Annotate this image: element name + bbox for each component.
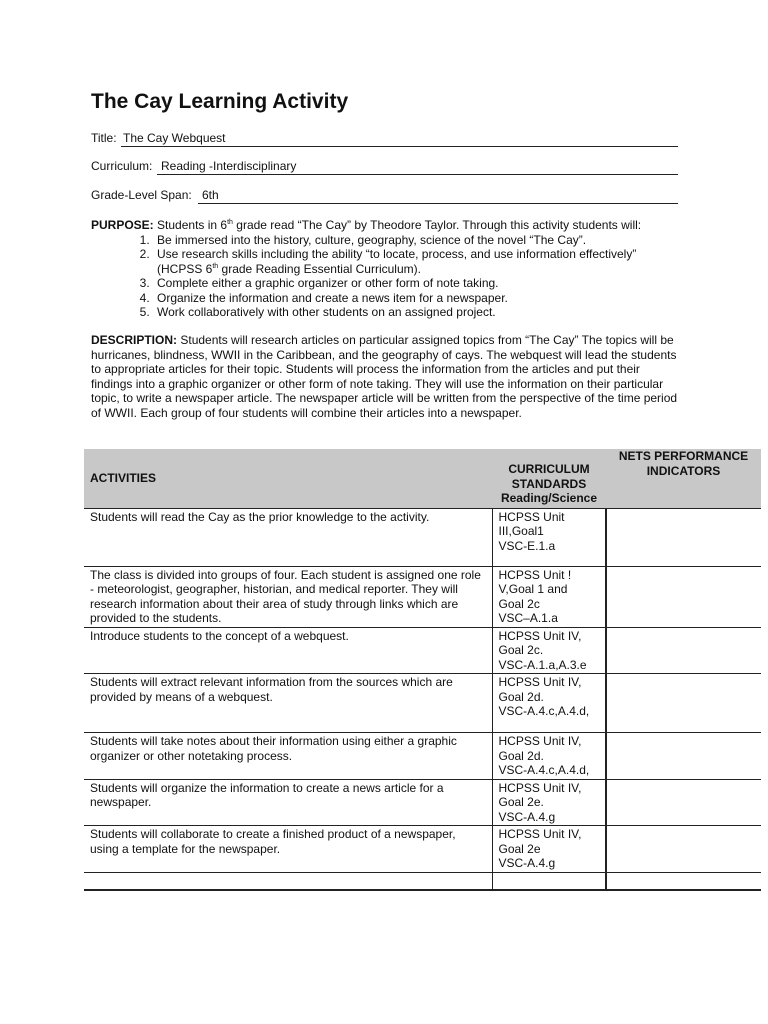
standards-line: HCPSS Unit IV,: [498, 734, 582, 748]
standards-line: VSC-A.4.c,A.4.d,: [498, 704, 590, 718]
standards-line: Goal 2c: [498, 596, 540, 611]
activity-cell: Students will organize the information to create a news article for a newspaper.: [84, 779, 492, 826]
standards-line: V,Goal 1 and: [498, 582, 568, 596]
document-title: The Cay Learning Activity: [91, 90, 349, 113]
description-text: Students will research articles on particular assigned topics from “The Cay” The topics will be hurricanes, blindness, WWII in the Caribbean, and the geography of cays. The webquest will lead the students to appropriate articles for their topic. Students will process the information from the articles and put their findings into a graphic organizer or other form of note taking. They will use the information on their particular topic, to write a newspaper article. The newspaper article will be written from the perspective of the time period of WWII. Each group of four students will combine their articles into a newspaper.: [91, 333, 678, 420]
purpose-item-text: Be immersed into the history, culture, geography, science of the novel “The Cay”.: [157, 232, 587, 247]
standards-line: Goal 2d.: [498, 748, 544, 763]
nets-cell: [606, 627, 761, 674]
standards-cell: [492, 733, 606, 780]
table-row: [84, 779, 761, 826]
purpose-intro-after: grade read “The Cay” by Theodore Taylor. Through this activity students will:: [232, 218, 642, 232]
description-section: [91, 333, 681, 420]
nets-cell: [606, 733, 761, 780]
activity-cell: Students will extract relevant information from the sources which are provided by means of a webquest.: [84, 674, 492, 733]
activities-table: [84, 449, 761, 891]
purpose-item: [153, 305, 681, 320]
standards-line: VSC-A.4.g: [498, 856, 556, 870]
nets-cell: [606, 826, 761, 873]
purpose-item2-cont-before: (HCPSS 6: [157, 261, 213, 276]
header-activities: ACTIVITIES: [84, 449, 492, 508]
purpose-item-text: Work collaboratively with other students on an assigned project.: [157, 305, 496, 319]
standards-line: Goal 2e: [498, 841, 541, 856]
curriculum-field: [91, 159, 678, 175]
standards-line: VSC-E.1.a: [498, 538, 556, 553]
purpose-item-text: Use research skills including the ability “to locate, process, and use information effectively”: [157, 247, 637, 261]
header-nets: NETS PERFORMANCE INDICATORS: [606, 449, 761, 508]
table-row: [84, 733, 761, 780]
purpose-intro: [91, 218, 681, 233]
table-header-row: [84, 449, 761, 508]
title-field: [91, 131, 678, 147]
activity-cell: Students will collaborate to create a finished product of a newspaper, using a template for the newspaper.: [84, 826, 492, 873]
grade-underline: [198, 203, 678, 204]
purpose-item-text: Complete either a graphic organizer or other form of note taking.: [157, 276, 499, 290]
title-value: The Cay Webquest: [123, 131, 226, 145]
nets-cell: [606, 674, 761, 733]
standards-cell: [492, 779, 606, 826]
table-row: [84, 674, 761, 733]
standards-line: HCPSS Unit: [498, 509, 565, 524]
grade-field: [91, 188, 678, 204]
table-row: [84, 826, 761, 873]
curriculum-underline: [157, 174, 678, 175]
title-underline: [121, 146, 678, 147]
activity-cell: The class is divided into groups of four. Each student is assigned one role - meteorologist, geographer, historian, and medical reporter. They will research information about their area of study through links which are provided to the students.: [84, 566, 492, 627]
table-row: [84, 508, 761, 566]
standards-line: HCPSS Unit IV,: [498, 628, 582, 643]
purpose-intro-before: Students in 6: [157, 218, 228, 232]
standards-line: III,Goal1: [498, 524, 544, 538]
standards-line: HCPSS Unit IV,: [498, 780, 582, 795]
nets-cell: [606, 779, 761, 826]
grade-label: Grade-Level Span:: [91, 188, 192, 202]
table-row: [84, 627, 761, 674]
standards-line: HCPSS Unit !: [498, 567, 572, 582]
table-row-empty: [84, 872, 761, 890]
activity-cell: Students will take notes about their information using either a graphic organizer or other notetaking process.: [84, 733, 492, 780]
activity-cell: Students will read the Cay as the prior knowledge to the activity.: [84, 508, 492, 566]
description-heading: DESCRIPTION:: [91, 333, 178, 347]
standards-line: VSC–A.1.a: [498, 611, 558, 625]
standards-line: HCPSS Unit IV,: [498, 675, 582, 689]
standards-line: HCPSS Unit IV,: [498, 827, 582, 841]
standards-line: VSC-A.4.g: [498, 809, 556, 824]
purpose-list: [91, 233, 681, 320]
standards-line: Goal 2e.: [498, 795, 544, 809]
standards-line: Goal 2c.: [498, 643, 544, 657]
standards-line: VSC-A.1.a,A.3.e: [498, 657, 587, 672]
activity-cell-empty: [84, 872, 492, 890]
standards-line: Goal 2d.: [498, 689, 544, 704]
nets-cell: [606, 566, 761, 627]
standards-cell: [492, 627, 606, 674]
nets-cell: [606, 508, 761, 566]
standards-cell-empty: [492, 872, 606, 890]
activity-cell: Introduce students to the concept of a webquest.: [84, 627, 492, 674]
purpose-item: [153, 291, 681, 306]
nets-cell-empty: [606, 872, 761, 890]
purpose-section: [91, 218, 681, 320]
header-curriculum: CURRICULUM STANDARDS Reading/Science: [492, 449, 606, 508]
curriculum-label: Curriculum:: [91, 159, 153, 173]
standards-cell: [492, 674, 606, 733]
purpose-item: [153, 276, 681, 291]
purpose-intro-sup: th: [227, 219, 233, 226]
purpose-item2-cont-sup: th: [212, 262, 219, 270]
standards-cell: [492, 826, 606, 873]
purpose-item: [153, 233, 681, 248]
purpose-item2-cont-after: grade Reading Essential Curriculum).: [218, 261, 421, 276]
purpose-item-text: Organize the information and create a news item for a newspaper.: [157, 290, 508, 305]
grade-value: 6th: [202, 188, 219, 202]
table-row: [84, 566, 761, 627]
curriculum-value: Reading -Interdisciplinary: [161, 159, 297, 173]
standards-cell: [492, 566, 606, 627]
standards-cell: [492, 508, 606, 566]
title-label: Title:: [91, 131, 117, 145]
purpose-item: [153, 247, 681, 276]
purpose-heading: PURPOSE:: [91, 218, 154, 232]
standards-line: VSC-A.4.c,A.4.d,: [498, 763, 590, 777]
